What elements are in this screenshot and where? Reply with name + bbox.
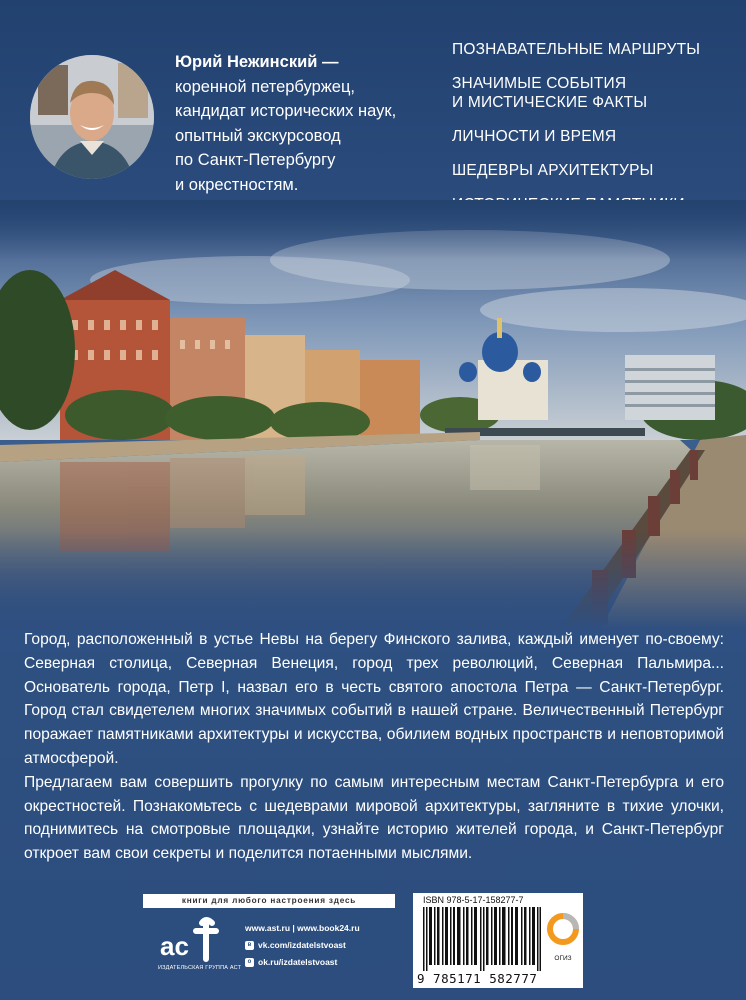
barcode-icon [423,907,541,971]
author-bio-line: по Санкт-Петербургу [175,151,336,169]
websites-text: www.ast.ru | www.book24.ru [245,923,360,933]
author-photo [30,55,154,179]
author-bio-line: и окрестностям. [175,175,299,194]
vk-text: vk.com/izdatelstvoast [258,940,346,950]
author-bio [175,50,415,197]
ogiz-logo-icon [546,907,580,953]
ast-publisher-logo [158,915,240,977]
author-bio-line: кандидат исторических наук, [175,102,397,120]
author-portrait-image [30,55,154,179]
ogiz-imprint-logo [546,907,580,969]
publisher-caption: ИЗДАТЕЛЬСКАЯ ГРУППА АСТ [158,965,242,971]
author-bio-line: опытный экскурсовод [175,126,341,145]
saint-petersburg-canal-photo [0,200,746,630]
barcode-number: 9 785171 582777 [417,971,538,986]
description-paragraph: Предлагаем вам совершить прогулку по самым интересным местам Санкт-Петербурга и его окрестностей. Познакомьтесь с шедеврами мировой архитектуры, загляните в тихие улочки, поднимитесь на смотровые площадки, узнайте историю жителей города, и Санкт-Петербург откроет вам свои секреты и поделится потаенными мыслями. [24,773,724,863]
author-bio-line: коренной петербуржец, [175,77,356,96]
publisher-links [245,920,405,971]
vk-icon: в [245,941,254,950]
publisher-slogan: книги для любого настроения здесь [143,894,395,908]
ok-link[interactable] [245,954,405,971]
topic-item: ШЕДЕВРЫ АРХИТЕКТУРЫ [452,162,654,179]
ast-logo-icon [158,915,240,965]
ogiz-label: ОГИЗ [554,955,572,962]
isbn-number: ISBN 978-5-17-158277-7 [423,895,524,905]
author-name: Юрий Нежинский — [175,53,339,71]
ok-icon: о [245,958,254,967]
book-description [24,628,724,866]
topic-item: ПОЗНАВАТЕЛЬНЫЕ МАРШРУТЫ [452,41,701,58]
description-paragraph: Город, расположенный в устье Невы на берегу Финского залива, каждый именует по-своему: Северная столица, Северная Венеция, город трех революций, Северная Пальмира... Основатель города, Петр I, назвал его в честь святого апостола Петра — Санкт-Петербург. Город стал свидетелем многих значимых событий в нашей стране. Величественный Петербург поражает памятниками архитектуры и искусства, обилием водных пространств и неповторимой атмосферой. [24,631,724,767]
topic-item: ЗНАЧИМЫЕ СОБЫТИЯ И МИСТИЧЕСКИЕ ФАКТЫ [452,75,648,111]
isbn-block [413,893,583,988]
svg-text:ac: ac [160,931,189,961]
websites-link[interactable] [245,920,405,937]
topic-item: ЛИЧНОСТИ И ВРЕМЯ [452,128,617,145]
vk-link[interactable] [245,937,405,954]
ok-text: ok.ru/izdatelstvoast [258,957,338,967]
